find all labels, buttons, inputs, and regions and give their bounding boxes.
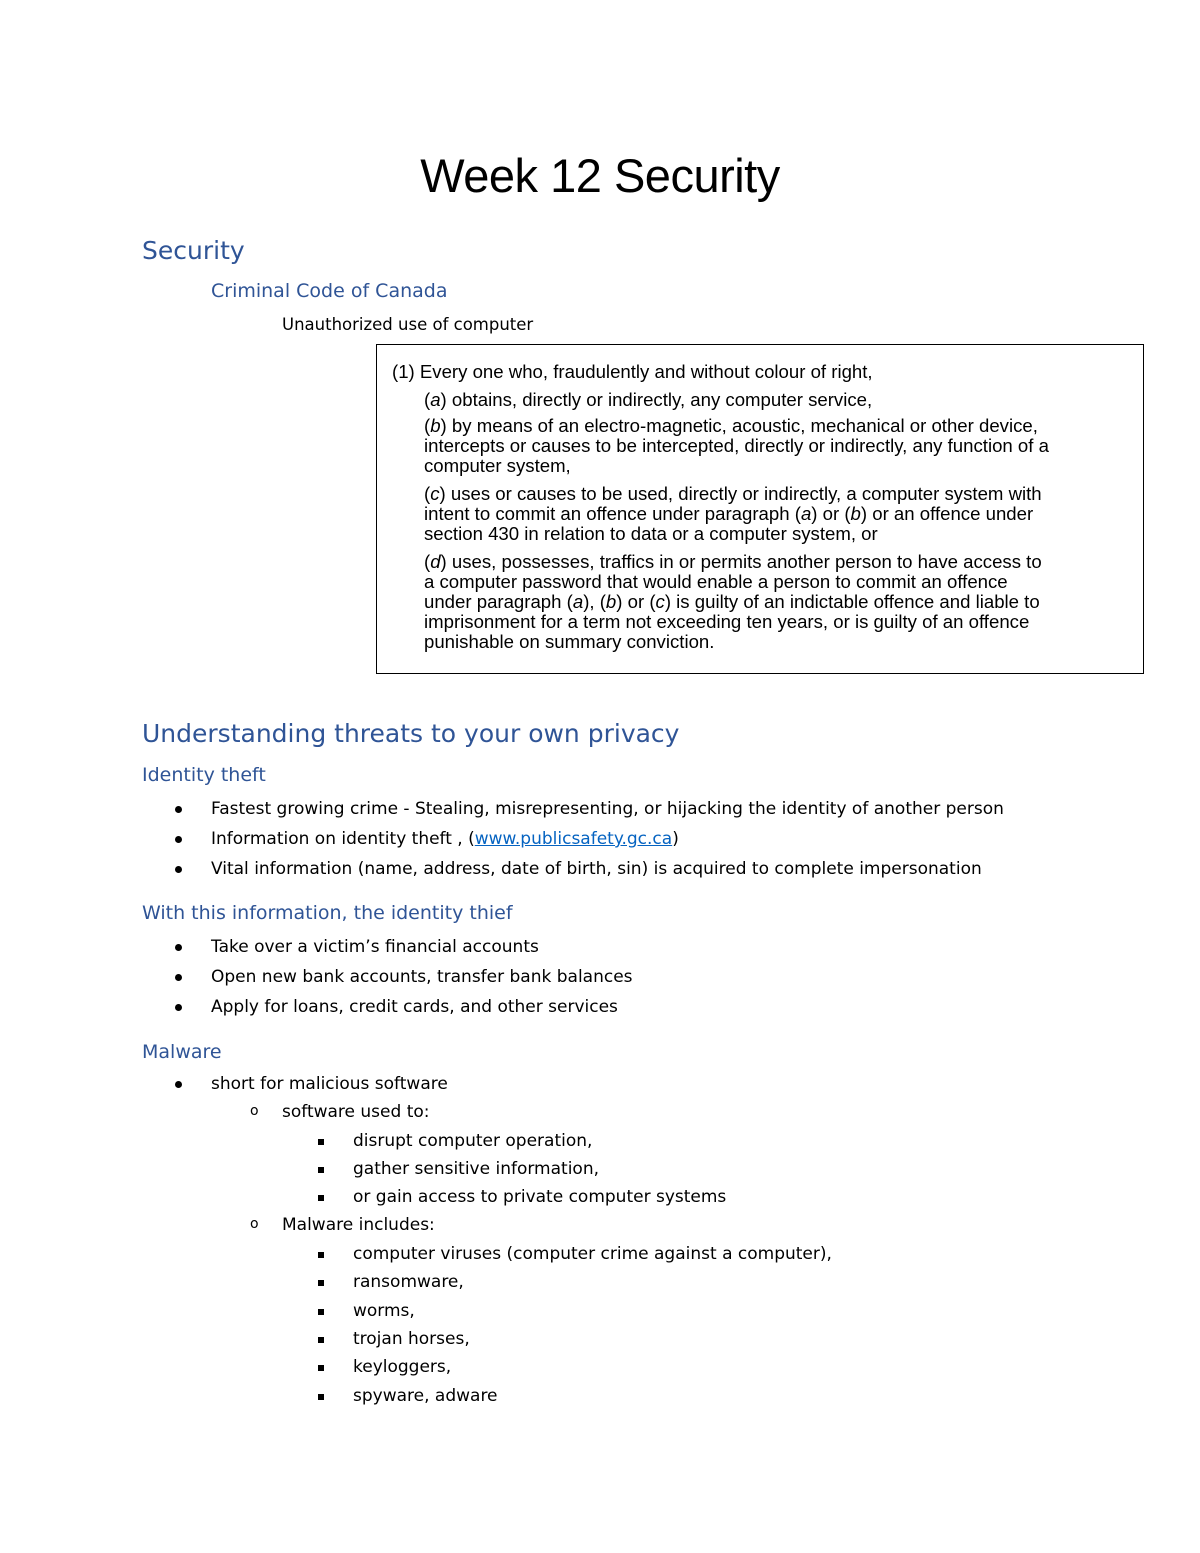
heading-malware: Malware <box>142 1041 222 1063</box>
list-item: spyware, adware <box>353 1386 498 1406</box>
criminal-code-excerpt <box>376 344 1144 674</box>
legal-clause-b: (b) by means of an electro-magnetic, acoustic, mechanical or other device, <box>424 415 1038 436</box>
legal-clause-c: (c) uses or causes to be used, directly or indirectly, a computer system with <box>424 483 1042 504</box>
heading-privacy-threats: Understanding threats to your own privacy <box>142 719 680 748</box>
circle-bullet-icon: o <box>250 1216 259 1232</box>
legal-clause-a: (a) obtains, directly or indirectly, any computer service, <box>424 389 873 410</box>
square-bullet-icon <box>318 1309 324 1315</box>
legal-clause-d-line4: imprisonment for a term not exceeding ten years, or is guilty of an offence <box>424 611 1030 632</box>
heading-unauthorized-use: Unauthorized use of computer <box>282 315 534 334</box>
heading-criminal-code: Criminal Code of Canada <box>211 280 448 302</box>
bullet-icon <box>175 944 182 951</box>
list-item: keyloggers, <box>353 1357 452 1377</box>
list-item: worms, <box>353 1301 415 1321</box>
square-bullet-icon <box>318 1195 324 1201</box>
list-item: or gain access to private computer systems <box>353 1187 727 1207</box>
bullet-icon <box>175 836 182 843</box>
square-bullet-icon <box>318 1252 324 1258</box>
legal-intro: (1) Every one who, fraudulently and without colour of right, <box>392 361 873 382</box>
heading-identity-theft: Identity theft <box>142 764 266 786</box>
publicsafety-link[interactable]: www.publicsafety.gc.ca <box>474 829 673 849</box>
list-item: gather sensitive information, <box>353 1159 600 1179</box>
circle-bullet-icon: o <box>250 1103 259 1119</box>
legal-clause-b-line2: intercepts or causes to be intercepted, directly or indirectly, any function of a <box>424 435 1049 456</box>
list-item: ransomware, <box>353 1272 464 1292</box>
legal-clause-c-line3: section 430 in relation to data or a computer system, or <box>424 523 878 544</box>
square-bullet-icon <box>318 1139 324 1145</box>
bullet-icon <box>175 974 182 981</box>
heading-identity-thief: With this information, the identity thief <box>142 902 513 924</box>
bullet-icon <box>175 1004 182 1011</box>
legal-clause-d: (d) uses, possesses, traffics in or permits another person to have access to <box>424 551 1042 572</box>
square-bullet-icon <box>318 1365 324 1371</box>
legal-clause-d-line3: under paragraph (a), (b) or (c) is guilty of an indictable offence and liable to <box>424 591 1040 612</box>
square-bullet-icon <box>318 1394 324 1400</box>
bullet-icon <box>175 1081 182 1088</box>
list-item: computer viruses (computer crime against a computer), <box>353 1244 832 1264</box>
square-bullet-icon <box>318 1167 324 1173</box>
list-item: trojan horses, <box>353 1329 470 1349</box>
bullet-icon <box>175 866 182 873</box>
software-used-to-label: software used to: <box>282 1102 430 1122</box>
document-title: Week 12 Security <box>420 149 780 202</box>
malware-includes-label: Malware includes: <box>282 1215 435 1235</box>
legal-clause-b-line3: computer system, <box>424 455 571 476</box>
legal-clause-d-line5: punishable on summary conviction. <box>424 631 715 652</box>
bullet-icon <box>175 806 182 813</box>
legal-clause-d-line2: a computer password that would enable a person to commit an offence <box>424 571 1008 592</box>
legal-clause-c-line2: intent to commit an offence under paragraph (a) or (b) or an offence under <box>424 503 1034 524</box>
square-bullet-icon <box>318 1280 324 1286</box>
list-item: disrupt computer operation, <box>353 1131 593 1151</box>
heading-security: Security <box>142 236 245 265</box>
square-bullet-icon <box>318 1337 324 1343</box>
